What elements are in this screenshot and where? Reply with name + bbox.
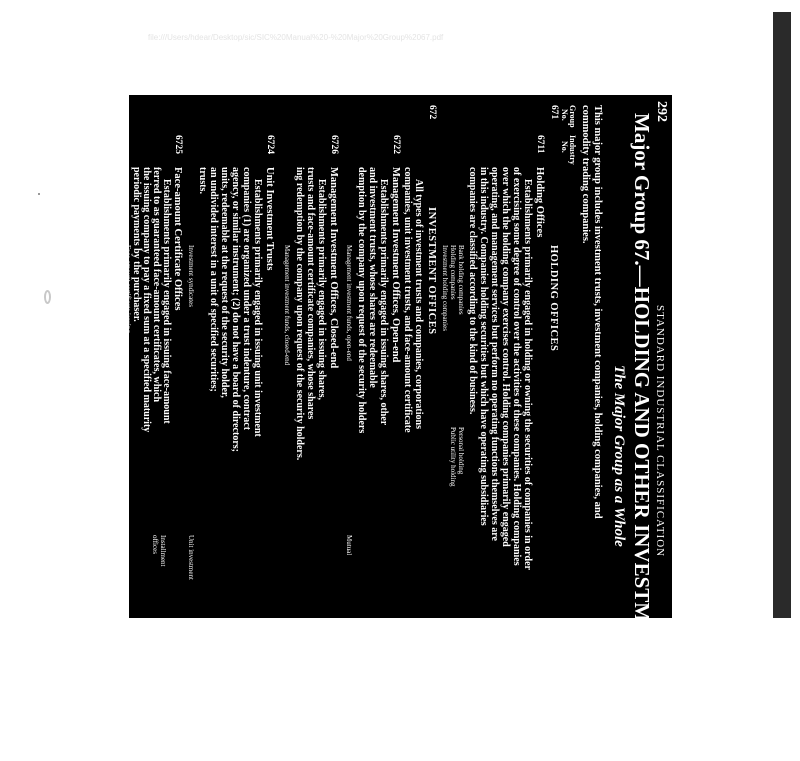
example-entry: Bank holding companies <box>457 245 465 315</box>
body-line: periodic payments by the purchaser. <box>131 167 142 322</box>
industry-title: Face-amount Certificate Offices <box>172 167 183 311</box>
whole-group-subtitle: The Major Group as a Whole <box>611 365 627 547</box>
body-line: and investment trusts, whose shares are redeemable <box>367 167 378 388</box>
example-entry: Mutual <box>345 535 353 556</box>
running-head: STANDARD INDUSTRIAL CLASSIFICATION <box>654 305 666 558</box>
section-heading: HOLDING OFFICES <box>548 245 559 352</box>
group-code: 672 <box>427 105 437 120</box>
scanned-page <box>124 95 672 761</box>
body-line: Establishments primarily engaged in holding or owning the securities of companies in order <box>522 179 533 570</box>
group-code: 671 <box>549 105 559 120</box>
body-line: Establishments primarily engaged in issuing shares, <box>316 179 327 400</box>
body-line: trusts. <box>197 167 208 194</box>
example-entry: Holding companies <box>449 245 457 300</box>
body-line: the issuing company to pay a fixed sum at a specified maturity <box>141 167 152 433</box>
industry-title: Unit Investment Trusts <box>264 167 275 271</box>
example-entry: Investment syndicates <box>187 245 195 308</box>
browser-url-text: file:///Users/hdear/Desktop/sic/SIC%20Manual%20-%20Major%20Group%2067.pdf <box>148 33 444 42</box>
body-line: ing redemption by the company upon request of the security holders. <box>294 167 305 461</box>
column-header-no: No. <box>560 109 569 121</box>
example-entry: Face-amount certificate issuing <box>124 245 132 333</box>
body-line: companies, unit investment trusts, and face-amount certificate <box>402 167 413 433</box>
industry-code: 6724 <box>265 135 275 154</box>
industry-title: Management Investment Offices, Closed-end <box>328 167 339 369</box>
intro-line: This major group includes investment trusts, investment companies, holding companies, and <box>592 105 603 519</box>
example-entry: Personal holding <box>457 427 465 475</box>
body-line: Establishments primarily engaged in issuing unit investment <box>252 179 263 437</box>
industry-code: 6725 <box>173 135 183 154</box>
industry-title: Management Investment Offices, Open-end <box>390 167 401 363</box>
example-entry: Unit investment <box>187 535 195 580</box>
scrollbar[interactable] <box>773 12 791 618</box>
speck-mark <box>38 193 40 195</box>
industry-title: Holding Offices <box>534 167 545 238</box>
body-line: of exercising some degree of control over the activities of these companies. Holding companies <box>511 167 522 566</box>
industry-code: 6722 <box>391 135 401 154</box>
body-line: companies are classified according to the kind of business. <box>467 167 478 415</box>
body-line: over which the holding company exercises control. Holding companies primarily engaged <box>500 167 511 547</box>
industry-code: 6711 <box>535 135 545 154</box>
column-header-no: No. <box>560 141 569 153</box>
rotated-page-content <box>124 95 672 761</box>
section-heading: INVESTMENT OFFICES <box>426 207 437 335</box>
body-line: an undivided interest in a unit of specified securities; <box>208 167 219 392</box>
body-line: operating, and management services but perform no operating functions themselves are <box>489 167 500 541</box>
body-line: trusts and face-amount certificate companies, whose shares <box>305 167 316 420</box>
body-line: agency, or similar instrument; (2) do not have a board of directors; <box>230 167 241 452</box>
page-number: 292 <box>654 101 669 122</box>
body-line: Establishments primarily engaged in issuing face-amount <box>161 179 172 424</box>
body-line: units, redeemable at the request of the security holder, <box>219 167 230 398</box>
body-line: Establishments primarily engaged in issuing shares, other <box>378 179 389 426</box>
example-entry: Management investment funds, closed-end <box>283 245 291 366</box>
example-entry: Public utility holding <box>449 427 457 487</box>
body-line: All types of investment trusts and companies, corporations <box>413 179 424 429</box>
speck-mark <box>44 290 51 304</box>
major-group-title: Major Group 67.—HOLDING AND OTHER INVESTMENT OFFICES <box>630 113 654 761</box>
body-line: companies (1) are organized under a trust indenture, contract <box>241 167 252 431</box>
example-entry: offices <box>151 535 159 554</box>
example-entry: Installment <box>159 535 167 567</box>
industry-code: 6726 <box>329 135 339 154</box>
example-entry: Investment holding companies <box>441 245 449 331</box>
body-line: ferred to as guaranteed face-amount certificates, which <box>151 167 162 403</box>
body-line: demption by the company upon request of the security holders <box>356 167 367 434</box>
body-line: in this industry. Companies holding securities but which have operating subsidiaries <box>478 167 489 526</box>
example-entry: Management investment funds, open-end <box>345 245 353 361</box>
intro-line: commodity trading companies. <box>580 105 591 244</box>
column-header-industry: Industry <box>568 135 577 165</box>
column-header-group: Group <box>568 105 577 128</box>
